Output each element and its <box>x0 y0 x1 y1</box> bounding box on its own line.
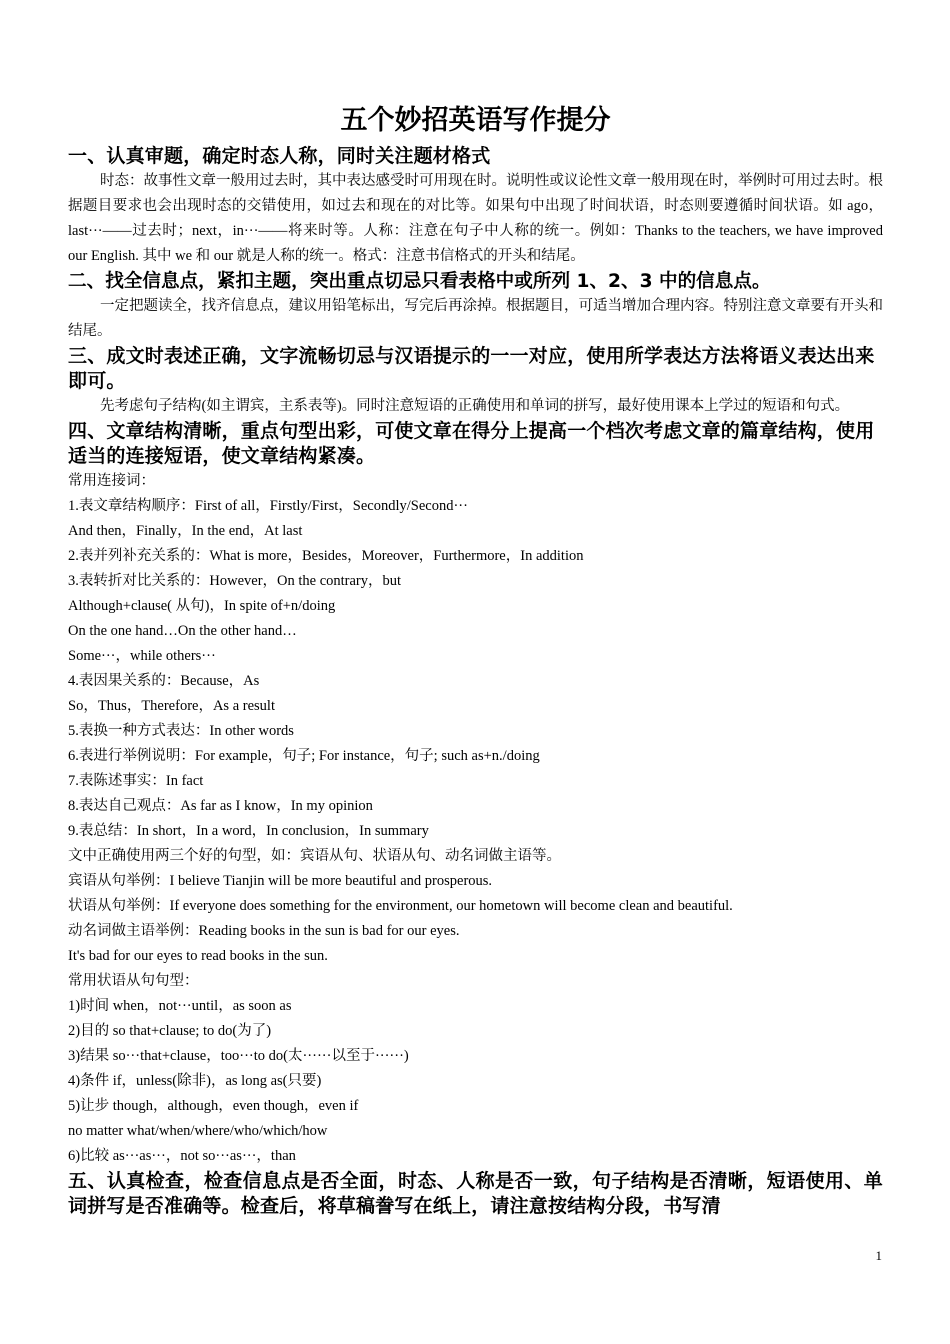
list-line: 常用连接词： <box>68 473 155 489</box>
list-line: 5.表换一种方式表达：In other words <box>68 723 294 739</box>
list-line: 5)让步 though，although，even though，even if <box>68 1098 359 1114</box>
list-line: It's bad for our eyes to read books in the sun. <box>68 948 328 964</box>
section-2-heading: 二、找全信息点，紧扣主题，突出重点切忌只看表格中或所列 1、2、3 中的信息点。 <box>68 271 771 292</box>
section-1-heading: 一、认真审题，确定时态人称，同时关注题材格式 <box>68 145 491 167</box>
list-line: 2)目的 so that+clause; to do(为了) <box>68 1023 272 1039</box>
list-line: 动名词做主语举例：Reading books in the sun is bad for our eyes. <box>68 923 460 939</box>
list-line: 8.表达自己观点：As far as I know，In my opinion <box>68 798 373 814</box>
list-line: 6.表进行举例说明：For example，句子; For instance，句子; such as+n./doing <box>68 748 540 764</box>
section-4-list <box>68 469 883 1169</box>
list-line: 7.表陈述事实：In fact <box>68 773 204 789</box>
list-line: 宾语从句举例：I believe Tianjin will be more beautiful and prosperous. <box>68 873 493 889</box>
list-line: 4)条件 if，unless(除非)，as long as(只要) <box>68 1073 322 1089</box>
document-page <box>68 100 883 1219</box>
list-line: 状语从句举例：If everyone does something for the environment, our hometown will become clean and beautiful. <box>68 898 733 914</box>
section-2-paragraph: 一定把题读全，找齐信息点，建议用铅笔标出，写完后再涂掉。根据题目，可适当增加合理内容。特别注意文章要有开头和结尾。 <box>68 298 883 339</box>
list-line: So，Thus，Therefore，As a result <box>68 698 275 714</box>
list-line: 3)结果 so···that+clause，too···to do(太······以至于······) <box>68 1048 409 1064</box>
list-line: 3.表转折对比关系的：However，On the contrary，but <box>68 573 402 589</box>
section-1-paragraph: 时态：故事性文章一般用过去时，其中表达感受时可用现在时。说明性或议论性文章一般用现在时，举例时可用过去时。根据题目要求也会出现时态的交错使用，如过去和现在的对比等。如果句中出现了时间状语，时态则要遵循时间状语。如 ago，last···——过去时；next，in···——将来时等。人称：注意在句子中人称的统一。例如：Thanks to the teachers, we have improved our English. 其中 we 和 our 就是人称的统一。格式：注意书信格式的开头和结尾。 <box>68 173 883 264</box>
list-line: 6)比较 as···as···，not so···as···，than <box>68 1148 296 1164</box>
list-line: And then，Finally，In the end，At last <box>68 523 303 539</box>
list-line: Some···，while others··· <box>68 648 216 664</box>
section-4-heading: 四、文章结构清晰，重点句型出彩，可使文章在得分上提高一个档次考虑文章的篇章结构，使用适当的连接短语，使文章结构紧凑。 <box>68 420 875 467</box>
list-line: 1)时间 when，not···until，as soon as <box>68 998 292 1014</box>
list-line: 4.表因果关系的：Because，As <box>68 673 260 689</box>
list-line: 9.表总结：In short，In a word，In conclusion，In summary <box>68 823 429 839</box>
list-line: 1.表文章结构顺序：First of all，Firstly/First，Secondly/Second··· <box>68 498 468 514</box>
list-line: 文中正确使用两三个好的句型，如：宾语从句、状语从句、动名词做主语等。 <box>68 848 561 864</box>
list-line: 常用状语从句句型： <box>68 973 199 989</box>
section-3-heading: 三、成文时表述正确，文字流畅切忌与汉语提示的一一对应，使用所学表达方法将语义表达出来即可。 <box>68 345 875 392</box>
document-title: 五个妙招英语写作提分 <box>340 105 611 135</box>
list-line: Although+clause( 从句)，In spite of+n/doing <box>68 598 336 614</box>
list-line: On the one hand…On the other hand… <box>68 623 297 639</box>
page-number: 1 <box>875 1248 882 1263</box>
section-5-heading: 五、认真检查，检查信息点是否全面，时态、人称是否一致，句子结构是否清晰，短语使用、单词拼写是否准确等。检查后，将草稿誊写在纸上，请注意按结构分段，书写清 <box>68 1170 883 1217</box>
list-line: 2.表并列补充关系的：What is more，Besides，Moreover，Furthermore，In addition <box>68 548 584 564</box>
list-line: no matter what/when/where/who/which/how <box>68 1123 328 1139</box>
section-3-paragraph: 先考虑句子结构(如主谓宾，主系表等)。同时注意短语的正确使用和单词的拼写，最好使用课本上学过的短语和句式。 <box>100 398 850 414</box>
